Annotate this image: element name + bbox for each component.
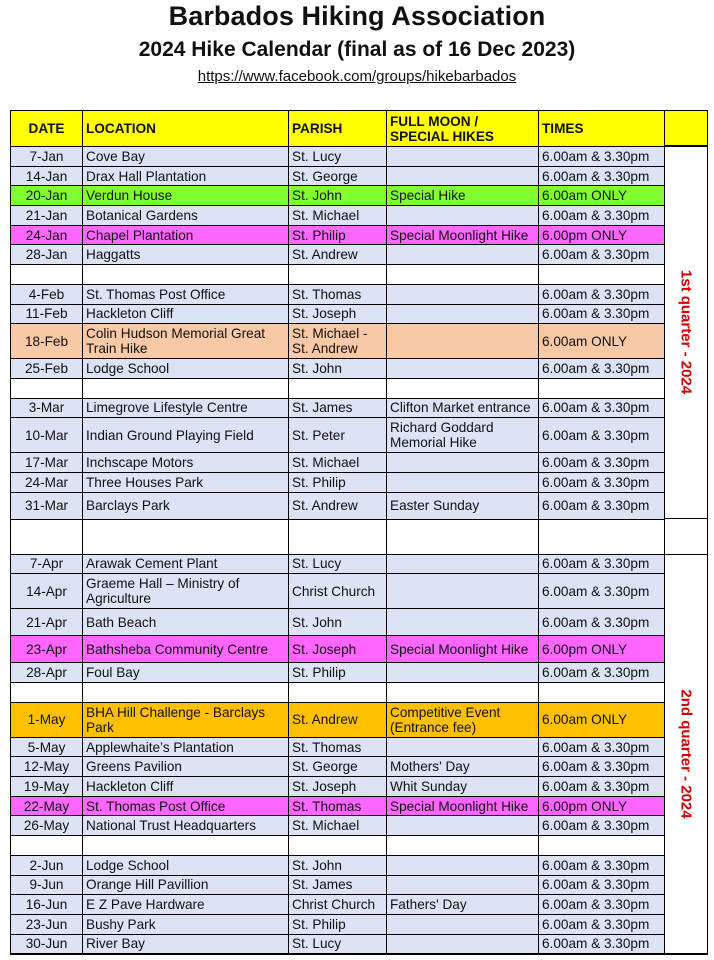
cell-location: Arawak Cement Plant — [83, 554, 289, 574]
cell-date: 19-May — [11, 777, 83, 797]
page-subtitle: 2024 Hike Calendar (final as of 16 Dec 2023) — [138, 38, 576, 61]
cell-times: 6.00am & 3.30pm — [539, 147, 665, 167]
cell-times: 6.00am & 3.30pm — [539, 663, 665, 683]
cell-date — [11, 683, 83, 703]
cell-special: Competitive Event (Entrance fee) — [387, 702, 539, 737]
cell-special — [387, 816, 539, 836]
cell-location — [83, 265, 289, 285]
cell-times: 6.00am & 3.30pm — [539, 245, 665, 265]
cell-special: Special Moonlight Hike — [387, 636, 539, 663]
cell-parish: St. Andrew — [289, 702, 387, 737]
table-row — [11, 418, 665, 453]
col-header-location: LOCATION — [83, 111, 289, 147]
table-row — [11, 147, 665, 167]
table-row — [11, 492, 665, 519]
cell-date: 7-Apr — [11, 554, 83, 574]
table-row — [11, 324, 665, 359]
cell-location: Inchscape Motors — [83, 453, 289, 473]
table-row — [11, 359, 665, 379]
cell-location: Botanical Gardens — [83, 206, 289, 226]
cell-parish: St. Thomas — [289, 737, 387, 757]
cell-times — [539, 836, 665, 856]
table-row — [11, 663, 665, 683]
cell-location: Applewhaite’s Plantation — [83, 737, 289, 757]
cell-parish: St. Philip — [289, 914, 387, 934]
cell-parish: St. Andrew — [289, 492, 387, 519]
cell-date — [11, 265, 83, 285]
cell-location — [83, 519, 289, 554]
cell-special: Easter Sunday — [387, 492, 539, 519]
cell-times: 6.00am & 3.30pm — [539, 492, 665, 519]
cell-location: Cove Bay — [83, 147, 289, 167]
cell-parish: St. John — [289, 855, 387, 875]
cell-times — [539, 378, 665, 398]
cell-parish — [289, 378, 387, 398]
cell-times: 6.00pm ONLY — [539, 225, 665, 245]
cell-special: Clifton Market entrance — [387, 398, 539, 418]
cell-date: 30-Jun — [11, 934, 83, 954]
cell-location: Barclays Park — [83, 492, 289, 519]
cell-special — [387, 304, 539, 324]
cell-date: 11-Feb — [11, 304, 83, 324]
cell-location: Greens Pavilion — [83, 757, 289, 777]
quarter-cell — [664, 146, 708, 519]
table-row — [11, 245, 665, 265]
cell-special — [387, 609, 539, 636]
table-row — [11, 636, 665, 663]
cell-location: Three Houses Park — [83, 472, 289, 492]
cell-location: Colin Hudson Memorial Great Train Hike — [83, 324, 289, 359]
cell-location: National Trust Headquarters — [83, 816, 289, 836]
cell-times: 6.00am & 3.30pm — [539, 554, 665, 574]
table-row — [11, 166, 665, 186]
cell-times: 6.00am & 3.30pm — [539, 398, 665, 418]
spacer-row — [11, 683, 665, 703]
table-row — [11, 472, 665, 492]
cell-date — [11, 519, 83, 554]
cell-parish: St. Philip — [289, 472, 387, 492]
cell-location: St. Thomas Post Office — [83, 284, 289, 304]
cell-parish: St. Philip — [289, 225, 387, 245]
cell-times: 6.00am & 3.30pm — [539, 737, 665, 757]
cell-date: 24-Jan — [11, 225, 83, 245]
cell-special — [387, 875, 539, 895]
cell-special — [387, 166, 539, 186]
cell-date: 22-May — [11, 796, 83, 816]
cell-times: 6.00am & 3.30pm — [539, 875, 665, 895]
cell-parish: St. James — [289, 875, 387, 895]
cell-date: 2-Jun — [11, 855, 83, 875]
cell-parish: St. Michael — [289, 453, 387, 473]
col-header-date: DATE — [11, 111, 83, 147]
table-row — [11, 796, 665, 816]
cell-date: 28-Apr — [11, 663, 83, 683]
cell-location: Verdun House — [83, 186, 289, 206]
spacer-row — [11, 378, 665, 398]
cell-date: 20-Jan — [11, 186, 83, 206]
cell-date: 14-Apr — [11, 574, 83, 609]
cell-location: Limegrove Lifestyle Centre — [83, 398, 289, 418]
cell-special — [387, 284, 539, 304]
quarter-label: 2nd quarter - 2024 — [677, 689, 695, 819]
cell-special — [387, 245, 539, 265]
cell-special — [387, 554, 539, 574]
cell-date: 24-Mar — [11, 472, 83, 492]
cell-times: 6.00am & 3.30pm — [539, 453, 665, 473]
hike-calendar-table — [10, 110, 665, 954]
cell-date: 25-Feb — [11, 359, 83, 379]
cell-special — [387, 472, 539, 492]
cell-location: Hackleton Cliff — [83, 304, 289, 324]
table-row — [11, 934, 665, 954]
table-row — [11, 186, 665, 206]
cell-date: 26-May — [11, 816, 83, 836]
cell-date: 23-Jun — [11, 914, 83, 934]
table-body — [11, 147, 665, 954]
cell-location: Foul Bay — [83, 663, 289, 683]
table-row — [11, 757, 665, 777]
cell-special — [387, 934, 539, 954]
cell-special — [387, 836, 539, 856]
cell-location: Chapel Plantation — [83, 225, 289, 245]
table-row — [11, 206, 665, 226]
cell-location: Hackleton Cliff — [83, 777, 289, 797]
cell-date: 4-Feb — [11, 284, 83, 304]
table-row — [11, 554, 665, 574]
cell-location: Orange Hill Pavillion — [83, 875, 289, 895]
cell-parish: St. Lucy — [289, 147, 387, 167]
cell-parish: Christ Church — [289, 895, 387, 915]
col-header-special: FULL MOON / SPECIAL HIKES — [387, 111, 539, 147]
quarter-cell — [664, 554, 708, 954]
cell-parish: St. Joseph — [289, 636, 387, 663]
cell-special — [387, 737, 539, 757]
cell-date: 3-Mar — [11, 398, 83, 418]
cell-parish — [289, 836, 387, 856]
cell-special: Richard Goddard Memorial Hike — [387, 418, 539, 453]
cell-date: 16-Jun — [11, 895, 83, 915]
cell-parish: St. Michael - St. Andrew — [289, 324, 387, 359]
cell-date: 17-Mar — [11, 453, 83, 473]
cell-special — [387, 206, 539, 226]
cell-times: 6.00am & 3.30pm — [539, 284, 665, 304]
cell-location: Drax Hall Plantation — [83, 166, 289, 186]
cell-times: 6.00am & 3.30pm — [539, 609, 665, 636]
cell-location: Bushy Park — [83, 914, 289, 934]
cell-special: Special Moonlight Hike — [387, 796, 539, 816]
facebook-group-link[interactable]: https://www.facebook.com/groups/hikebarbados — [197, 68, 517, 85]
col-header-parish: PARISH — [289, 111, 387, 147]
cell-special — [387, 265, 539, 285]
table-row — [11, 855, 665, 875]
cell-times: 6.00am & 3.30pm — [539, 574, 665, 609]
cell-times: 6.00am & 3.30pm — [539, 166, 665, 186]
cell-location: Bath Beach — [83, 609, 289, 636]
cell-location: Bathsheba Community Centre — [83, 636, 289, 663]
cell-parish: St. Lucy — [289, 554, 387, 574]
cell-times — [539, 683, 665, 703]
cell-parish: St. Joseph — [289, 304, 387, 324]
table-row — [11, 284, 665, 304]
cell-date: 5-May — [11, 737, 83, 757]
cell-special: Special Moonlight Hike — [387, 225, 539, 245]
cell-date — [11, 836, 83, 856]
spacer-row — [11, 836, 665, 856]
cell-special — [387, 378, 539, 398]
table-row — [11, 914, 665, 934]
cell-parish: St. John — [289, 359, 387, 379]
table-row — [11, 816, 665, 836]
cell-parish: St. Michael — [289, 206, 387, 226]
table-row — [11, 304, 665, 324]
cell-times: 6.00am & 3.30pm — [539, 757, 665, 777]
cell-special: Whit Sunday — [387, 777, 539, 797]
cell-special — [387, 359, 539, 379]
cell-parish: St. Peter — [289, 418, 387, 453]
cell-parish: Christ Church — [289, 574, 387, 609]
cell-parish: St. John — [289, 186, 387, 206]
cell-parish: St. George — [289, 166, 387, 186]
cell-times: 6.00am & 3.30pm — [539, 855, 665, 875]
table-row — [11, 875, 665, 895]
cell-location: E Z Pave Hardware — [83, 895, 289, 915]
header-row — [11, 111, 665, 147]
cell-location: Haggatts — [83, 245, 289, 265]
cell-date: 21-Apr — [11, 609, 83, 636]
header-blank-cell — [664, 110, 708, 146]
cell-times: 6.00am & 3.30pm — [539, 816, 665, 836]
table-row — [11, 737, 665, 757]
cell-location: Indian Ground Playing Field — [83, 418, 289, 453]
cell-times: 6.00pm ONLY — [539, 796, 665, 816]
cell-date: 18-Feb — [11, 324, 83, 359]
cell-location: Lodge School — [83, 855, 289, 875]
cell-date — [11, 378, 83, 398]
cell-date: 10-Mar — [11, 418, 83, 453]
cell-special — [387, 914, 539, 934]
cell-parish — [289, 265, 387, 285]
cell-special — [387, 683, 539, 703]
cell-date: 12-May — [11, 757, 83, 777]
cell-date: 21-Jan — [11, 206, 83, 226]
cell-location — [83, 683, 289, 703]
cell-parish: St. Thomas — [289, 284, 387, 304]
table-row — [11, 895, 665, 915]
cell-location: BHA Hill Challenge - Barclays Park — [83, 702, 289, 737]
cell-date: 14-Jan — [11, 166, 83, 186]
cell-date: 28-Jan — [11, 245, 83, 265]
table-row — [11, 609, 665, 636]
cell-times: 6.00am & 3.30pm — [539, 206, 665, 226]
cell-times — [539, 519, 665, 554]
cell-date: 9-Jun — [11, 875, 83, 895]
table-row — [11, 574, 665, 609]
cell-special — [387, 663, 539, 683]
cell-times: 6.00am & 3.30pm — [539, 914, 665, 934]
cell-location — [83, 836, 289, 856]
cell-date: 7-Jan — [11, 147, 83, 167]
cell-special: Fathers' Day — [387, 895, 539, 915]
cell-parish: St. Joseph — [289, 777, 387, 797]
cell-parish: St. Philip — [289, 663, 387, 683]
cell-special — [387, 147, 539, 167]
spacer-row — [11, 519, 665, 554]
cell-parish — [289, 519, 387, 554]
cell-location: Graeme Hall – Ministry of Agriculture — [83, 574, 289, 609]
cell-special: Special Hike — [387, 186, 539, 206]
table-row — [11, 225, 665, 245]
cell-times: 6.00am & 3.30pm — [539, 895, 665, 915]
cell-times: 6.00am & 3.30pm — [539, 472, 665, 492]
cell-times: 6.00am ONLY — [539, 324, 665, 359]
cell-times: 6.00am ONLY — [539, 186, 665, 206]
table-row — [11, 702, 665, 737]
cell-special — [387, 324, 539, 359]
cell-parish: St. James — [289, 398, 387, 418]
cell-special: Mothers' Day — [387, 757, 539, 777]
cell-location — [83, 378, 289, 398]
cell-times: 6.00am & 3.30pm — [539, 934, 665, 954]
cell-location: Lodge School — [83, 359, 289, 379]
cell-times: 6.00am & 3.30pm — [539, 418, 665, 453]
quarter-label: 1st quarter - 2024 — [677, 270, 695, 395]
cell-times: 6.00am ONLY — [539, 702, 665, 737]
cell-special — [387, 855, 539, 875]
table-row — [11, 777, 665, 797]
cell-special — [387, 519, 539, 554]
cell-date: 1-May — [11, 702, 83, 737]
cell-parish: St. John — [289, 609, 387, 636]
cell-times: 6.00am & 3.30pm — [539, 777, 665, 797]
table-row — [11, 453, 665, 473]
cell-special — [387, 574, 539, 609]
cell-parish: St. Lucy — [289, 934, 387, 954]
page-title: Barbados Hiking Association — [168, 1, 546, 31]
spacer-row — [11, 265, 665, 285]
cell-special — [387, 453, 539, 473]
cell-parish: St. Andrew — [289, 245, 387, 265]
cell-parish — [289, 683, 387, 703]
cell-date: 23-Apr — [11, 636, 83, 663]
col-header-times: TIMES — [539, 111, 665, 147]
cell-parish: St. Thomas — [289, 796, 387, 816]
cell-times: 6.00am & 3.30pm — [539, 359, 665, 379]
table-row — [11, 398, 665, 418]
cell-date: 31-Mar — [11, 492, 83, 519]
cell-location: St. Thomas Post Office — [83, 796, 289, 816]
cell-location: River Bay — [83, 934, 289, 954]
cell-times — [539, 265, 665, 285]
cell-parish: St. Michael — [289, 816, 387, 836]
cell-parish: St. George — [289, 757, 387, 777]
cell-times: 6.00am & 3.30pm — [539, 304, 665, 324]
cell-times: 6.00pm ONLY — [539, 636, 665, 663]
